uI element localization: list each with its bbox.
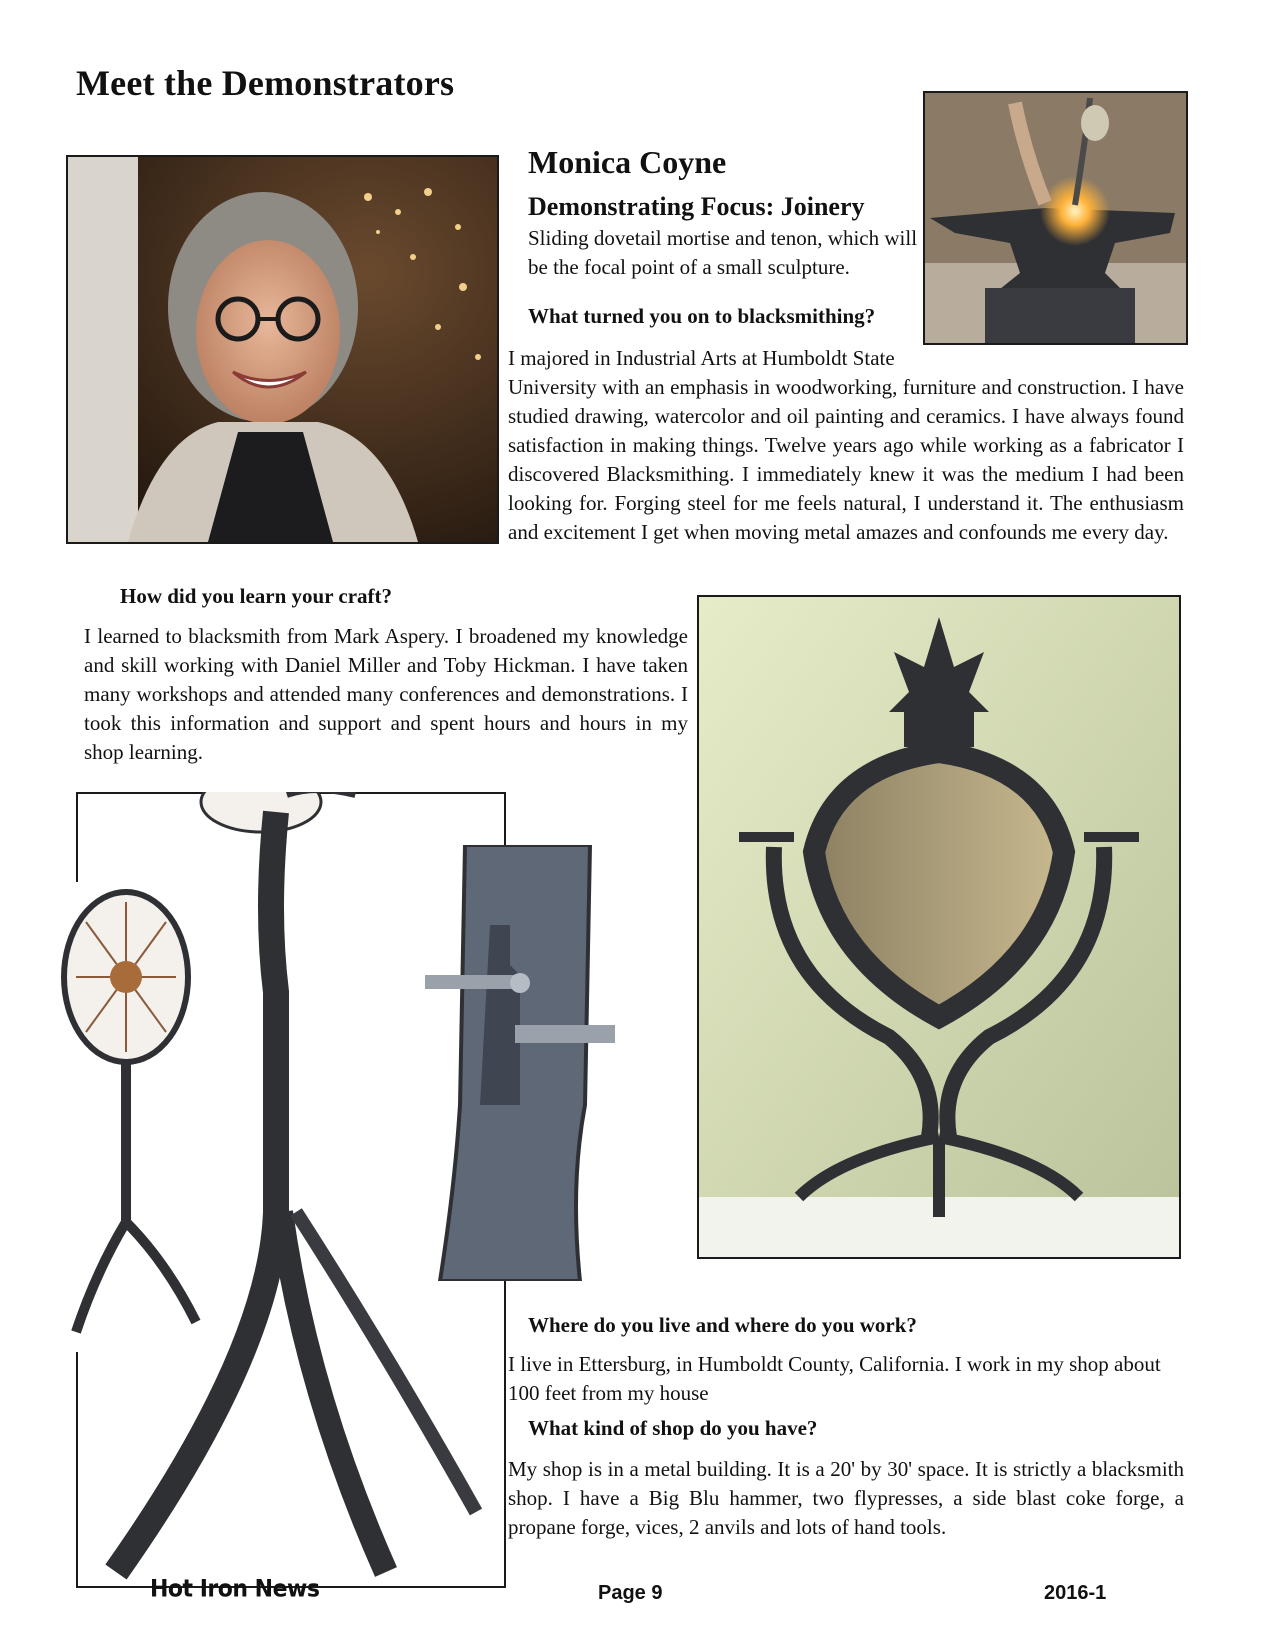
- question-shop: What kind of shop do you have?: [528, 1416, 818, 1440]
- footer-issue: 2016-1: [1044, 1582, 1107, 1604]
- demonstrating-focus: Demonstrating Focus: Joinery: [528, 192, 865, 221]
- mirror-sculpture-photo: [697, 595, 1181, 1259]
- demonstrator-name: Monica Coyne: [528, 144, 727, 180]
- answer-live-work: I live in Ettersburg, in Humboldt County, California. I work in my shop about 100 feet from my house: [508, 1352, 1161, 1405]
- question-live-work: Where do you live and where do you work?: [528, 1313, 917, 1337]
- focus-description: Sliding dovetail mortise and tenon, which will be the focal point of a small sculpture.: [528, 226, 918, 279]
- answer-learn-craft: I learned to blacksmith from Mark Aspery. I broadened my knowledge and skill working with Daniel Miller and Toby Hickman. I have taken many workshops and attended many conferences and demonstrations. I took this information and support and spent hours and hours in my shop learning.: [84, 624, 688, 764]
- page-heading: Meet the Demonstrators: [76, 63, 455, 103]
- answer-shop: My shop is in a metal building. It is a 20' by 30' space. It is strictly a blacksmith shop. I have a Big Blu hammer, two flypresses, a side blast coke forge, a propane forge, vices, 2 anvils and lots of hand tools.: [508, 1457, 1184, 1539]
- portrait-photo: [66, 155, 499, 544]
- joint-detail-photo: [420, 845, 620, 1281]
- footer-brand: Hot Iron News: [150, 1575, 320, 1604]
- footer-page-number: Page 9: [598, 1582, 663, 1604]
- question-blacksmithing: What turned you on to blacksmithing?: [528, 304, 876, 328]
- anvil-forging-photo: [923, 91, 1188, 345]
- question-learn-craft: How did you learn your craft?: [120, 584, 393, 608]
- answer-blacksmithing-lead: I majored in Industrial Arts at Humboldt State: [508, 346, 895, 370]
- answer-blacksmithing: University with an emphasis in woodworking, furniture and construction. I have studied drawing, watercolor and oil painting and ceramics. I have always found satisfaction in making things. Twelve years ago while working as a fabricator I discovered Blacksmithing. I immediately knew it was the medium I had been looking for. Forging steel for me feels natural, I understand it. The enthusiasm and excitement I get when moving metal amazes and confounds me every day.: [508, 375, 1184, 544]
